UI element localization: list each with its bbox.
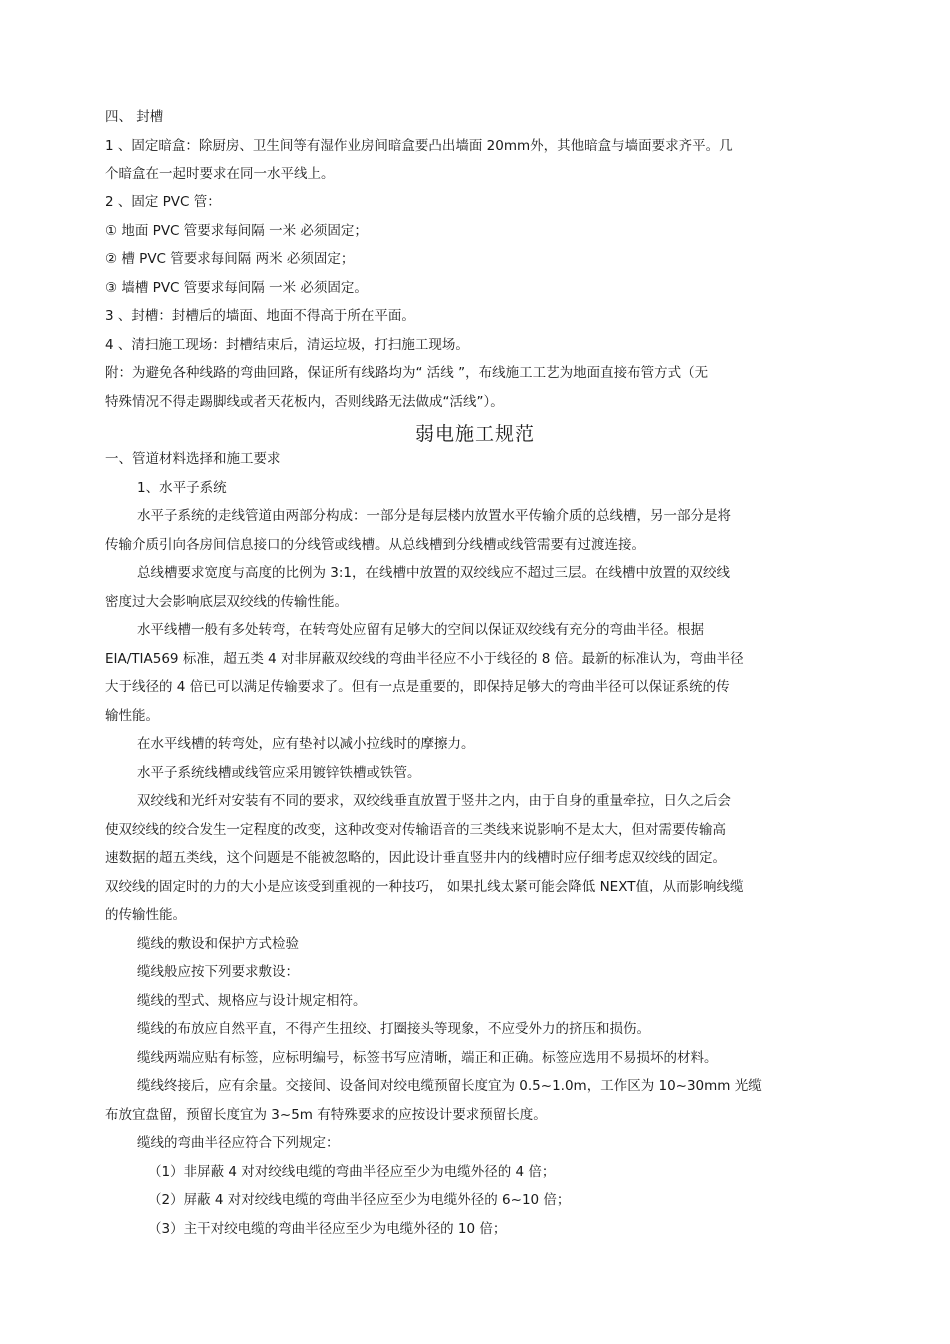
list-item: （1）非屏蔽 4 对对绞线电缆的弯曲半径应至少为电缆外径的 4 倍； — [148, 1164, 556, 1180]
paragraph-line: 在水平线槽的转弯处，应有垫衬以减小拉线时的摩擦力。 — [137, 736, 475, 752]
paragraph-line: 密度过大会影响底层双绞线的传输性能。 — [105, 594, 348, 610]
paragraph-line: 缆线两端应贴有标签，应标明编号，标签书写应清晰，端正和正确。标签应选用不易损坏的材料。 — [137, 1050, 718, 1066]
paragraph-line: 的传输性能。 — [105, 907, 186, 923]
paragraph-line: 缆线的布放应自然平直，不得产生扭绞、打圈接头等现象，不应受外力的挤压和损伤。 — [137, 1021, 650, 1037]
list-item: ② 槽 PVC 管要求每间隔 两米 必须固定； — [105, 251, 355, 267]
paragraph-line: 传输介质引向各房间信息接口的分线管或线槽。从总线槽到分线槽或线管需要有过渡连接。 — [105, 537, 645, 553]
section-heading: 一、管道材料选择和施工要求 — [105, 451, 281, 467]
paragraph-line: 水平子系统线槽或线管应采用镀锌铁槽或铁管。 — [137, 765, 421, 781]
paragraph-line: 水平子系统的走线管道由两部分构成：一部分是每层楼内放置水平传输介质的总线槽，另一部分是将 — [137, 508, 731, 524]
paragraph-line: 缆线的敷设和保护方式检验 — [137, 936, 299, 952]
list-item: （2）屏蔽 4 对对绞线电缆的弯曲半径应至少为电缆外径的 6~10 倍； — [148, 1192, 571, 1208]
paragraph-line: 2 、固定 PVC 管： — [105, 194, 221, 210]
paragraph-line: 水平线槽一般有多处转弯，在转弯处应留有足够大的空间以保证双绞线有充分的弯曲半径。根据 — [137, 622, 704, 638]
paragraph-line: 3 、封槽：封槽后的墙面、地面不得高于所在平面。 — [105, 308, 415, 324]
paragraph-line: 大于线径的 4 倍已可以满足传输要求了。但有一点是重要的，即保持足够大的弯曲半径可以保证系统的传 — [105, 679, 730, 695]
list-item: ③ 墙槽 PVC 管要求每间隔 一米 必须固定。 — [105, 280, 368, 296]
note-line: 附：为避免各种线路的弯曲回路，保证所有线路均为“ 活线 ”，布线施工工艺为地面直接布管方式（无 — [105, 365, 709, 381]
paragraph-line: 使双绞线的绞合发生一定程度的改变，这种改变对传输语音的三类线来说影响不是太大，但对需要传输高 — [105, 822, 726, 838]
paragraph-line: 个暗盒在一起时要求在同一水平线上。 — [105, 166, 335, 182]
paragraph-line: 缆线般应按下列要求敷设： — [137, 964, 299, 980]
section-heading: 四、 封槽 — [105, 109, 164, 125]
paragraph-line: 双绞线的固定时的力的大小是应该受到重视的一种技巧， 如果扎线太紧可能会降低 NEXT值，从而影响线缆 — [105, 879, 744, 895]
list-item: （3）主干对绞电缆的弯曲半径应至少为电缆外径的 10 倍； — [148, 1221, 507, 1237]
paragraph-line: 缆线终接后，应有余量。交接间、设备间对绞电缆预留长度宜为 0.5~1.0m，工作区为 10~30mm 光缆 — [137, 1078, 762, 1094]
paragraph-line: 缆线的弯曲半径应符合下列规定： — [137, 1135, 340, 1151]
paragraph-line: 缆线的型式、规格应与设计规定相符。 — [137, 993, 367, 1009]
paragraph-line: 4 、清扫施工现场：封槽结束后，清运垃圾，打扫施工现场。 — [105, 337, 469, 353]
list-item: ① 地面 PVC 管要求每间隔 一米 必须固定； — [105, 223, 368, 239]
paragraph-line: 布放宜盘留，预留长度宜为 3~5m 有特殊要求的应按设计要求预留长度。 — [105, 1107, 547, 1123]
paragraph-line: EIA/TIA569 标准，超五类 4 对非屏蔽双绞线的弯曲半径应不小于线径的 8 倍。最新的标准认为，弯曲半径 — [105, 651, 744, 667]
paragraph-line: 总线槽要求宽度与高度的比例为 3:1，在线槽中放置的双绞线应不超过三层。在线槽中放置的双绞线 — [137, 565, 731, 581]
paragraph-line: 速数据的超五类线，这个问题是不能被忽略的，因此设计垂直竖井内的线槽时应仔细考虑双绞线的固定。 — [105, 850, 726, 866]
subsection-heading: 1、水平子系统 — [137, 480, 227, 496]
paragraph-line: 1 、固定暗盒：除厨房、卫生间等有湿作业房间暗盒要凸出墙面 20mm外，其他暗盒与墙面要求齐平。几 — [105, 138, 733, 154]
note-line: 特殊情况不得走踢脚线或者天花板内，否则线路无法做成“活线”）。 — [105, 394, 504, 410]
paragraph-line: 输性能。 — [105, 708, 159, 724]
document-title: 弱电施工规范 — [414, 423, 535, 445]
paragraph-line: 双绞线和光纤对安装有不同的要求，双绞线垂直放置于竖井之内，由于自身的重量牵拉，日久之后会 — [137, 793, 731, 809]
